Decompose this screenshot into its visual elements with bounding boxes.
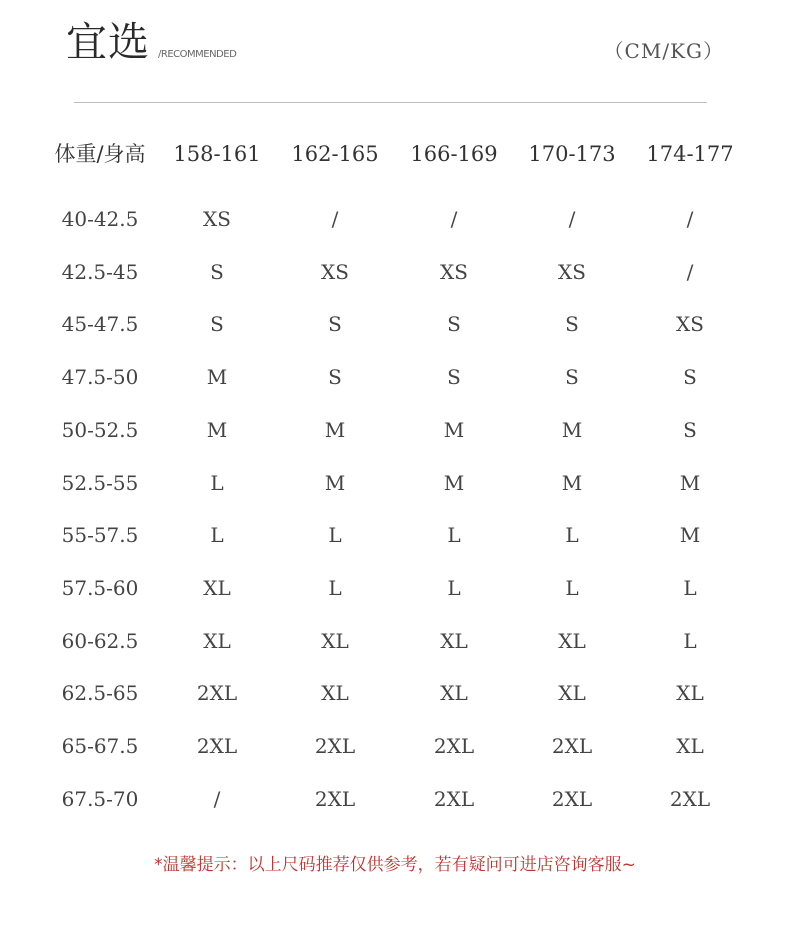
size-cell: L bbox=[683, 628, 697, 653]
size-cell: S bbox=[210, 259, 224, 284]
size-cell: M bbox=[561, 470, 583, 495]
size-cell: S bbox=[565, 365, 579, 390]
size-cell: L bbox=[565, 523, 579, 548]
size-note: *温馨提示：以上尺码推荐仅供参考，若有疑问可进店咨询客服~ bbox=[154, 855, 636, 875]
size-cell: S bbox=[447, 312, 461, 337]
size-cell: XS bbox=[558, 259, 586, 284]
size-cell: L bbox=[447, 523, 461, 548]
size-cell: XL bbox=[321, 681, 349, 706]
size-cell: XL bbox=[558, 628, 586, 653]
table-row bbox=[0, 515, 790, 555]
size-cell: XL bbox=[203, 628, 231, 653]
size-cell: 2XL bbox=[196, 681, 238, 706]
size-table-header bbox=[0, 134, 790, 174]
weight-cell: 62.5-65 bbox=[61, 681, 139, 706]
table-row bbox=[0, 568, 790, 608]
size-cell: L bbox=[210, 470, 224, 495]
height-column-header: 174-177 bbox=[646, 142, 734, 166]
size-cell: XL bbox=[203, 575, 231, 600]
size-cell: M bbox=[324, 417, 346, 442]
size-cell: 2XL bbox=[433, 734, 475, 758]
size-cell: XL bbox=[321, 628, 349, 653]
page-subtitle: /RECOMMENDED bbox=[158, 49, 237, 60]
table-row bbox=[0, 779, 790, 819]
table-row bbox=[0, 726, 790, 766]
weight-cell: 67.5-70 bbox=[61, 786, 139, 811]
size-cell: S bbox=[210, 312, 224, 337]
size-cell: 2XL bbox=[433, 786, 475, 811]
size-cell: / bbox=[450, 207, 458, 231]
size-cell: S bbox=[565, 312, 579, 337]
size-cell: L bbox=[210, 523, 224, 548]
size-cell: M bbox=[206, 417, 228, 442]
size-cell: XS bbox=[321, 259, 349, 284]
size-cell: / bbox=[686, 207, 694, 231]
size-cell: M bbox=[679, 470, 701, 495]
size-cell: 2XL bbox=[314, 786, 356, 811]
size-cell: 2XL bbox=[551, 734, 593, 758]
size-cell: M bbox=[679, 523, 701, 548]
height-column-header: 162-165 bbox=[291, 142, 379, 166]
size-cell: L bbox=[565, 575, 579, 600]
weight-cell: 57.5-60 bbox=[61, 575, 139, 600]
table-row bbox=[0, 304, 790, 344]
weight-cell: 42.5-45 bbox=[61, 259, 139, 284]
size-cell: L bbox=[447, 575, 461, 600]
table-row bbox=[0, 673, 790, 713]
table-row bbox=[0, 621, 790, 661]
size-cell: S bbox=[328, 312, 342, 337]
size-cell: / bbox=[331, 207, 339, 231]
weight-cell: 50-52.5 bbox=[61, 417, 139, 442]
table-row bbox=[0, 463, 790, 503]
weight-cell: 65-67.5 bbox=[61, 734, 139, 758]
size-cell: S bbox=[683, 417, 697, 442]
size-cell: 2XL bbox=[669, 786, 711, 811]
size-cell: M bbox=[324, 470, 346, 495]
weight-cell: 47.5-50 bbox=[61, 365, 139, 390]
size-cell: S bbox=[683, 365, 697, 390]
table-row bbox=[0, 410, 790, 450]
size-cell: M bbox=[206, 365, 228, 390]
size-cell: L bbox=[328, 523, 342, 548]
size-cell: S bbox=[447, 365, 461, 390]
size-cell: / bbox=[568, 207, 576, 231]
size-cell: XS bbox=[203, 207, 231, 231]
size-cell: / bbox=[686, 259, 694, 284]
page-title: 宜选 bbox=[66, 18, 150, 66]
table-row bbox=[0, 252, 790, 292]
weight-cell: 40-42.5 bbox=[61, 207, 139, 231]
height-column-header: 166-169 bbox=[410, 142, 498, 166]
size-cell: L bbox=[683, 575, 697, 600]
corner-label: 体重/身高 bbox=[54, 142, 146, 166]
size-cell: M bbox=[443, 470, 465, 495]
size-cell: XL bbox=[558, 681, 586, 706]
size-cell: XL bbox=[676, 734, 704, 758]
weight-cell: 45-47.5 bbox=[61, 312, 139, 337]
height-column-header: 170-173 bbox=[528, 142, 616, 166]
size-cell: 2XL bbox=[551, 786, 593, 811]
table-row bbox=[0, 357, 790, 397]
weight-cell: 52.5-55 bbox=[61, 470, 139, 495]
size-cell: S bbox=[328, 365, 342, 390]
size-cell: XS bbox=[676, 312, 704, 337]
header-divider bbox=[74, 102, 707, 103]
size-cell: M bbox=[443, 417, 465, 442]
size-cell: M bbox=[561, 417, 583, 442]
size-cell: 2XL bbox=[196, 734, 238, 758]
size-cell: / bbox=[213, 786, 221, 811]
size-cell: XL bbox=[676, 681, 704, 706]
height-column-header: 158-161 bbox=[173, 142, 261, 166]
size-cell: L bbox=[328, 575, 342, 600]
unit-label: （CM/KG） bbox=[603, 39, 724, 63]
size-cell: XL bbox=[440, 681, 468, 706]
weight-cell: 60-62.5 bbox=[61, 628, 139, 653]
size-cell: XS bbox=[440, 259, 468, 284]
size-cell: XL bbox=[440, 628, 468, 653]
size-cell: 2XL bbox=[314, 734, 356, 758]
table-row bbox=[0, 199, 790, 239]
weight-cell: 55-57.5 bbox=[61, 523, 139, 548]
